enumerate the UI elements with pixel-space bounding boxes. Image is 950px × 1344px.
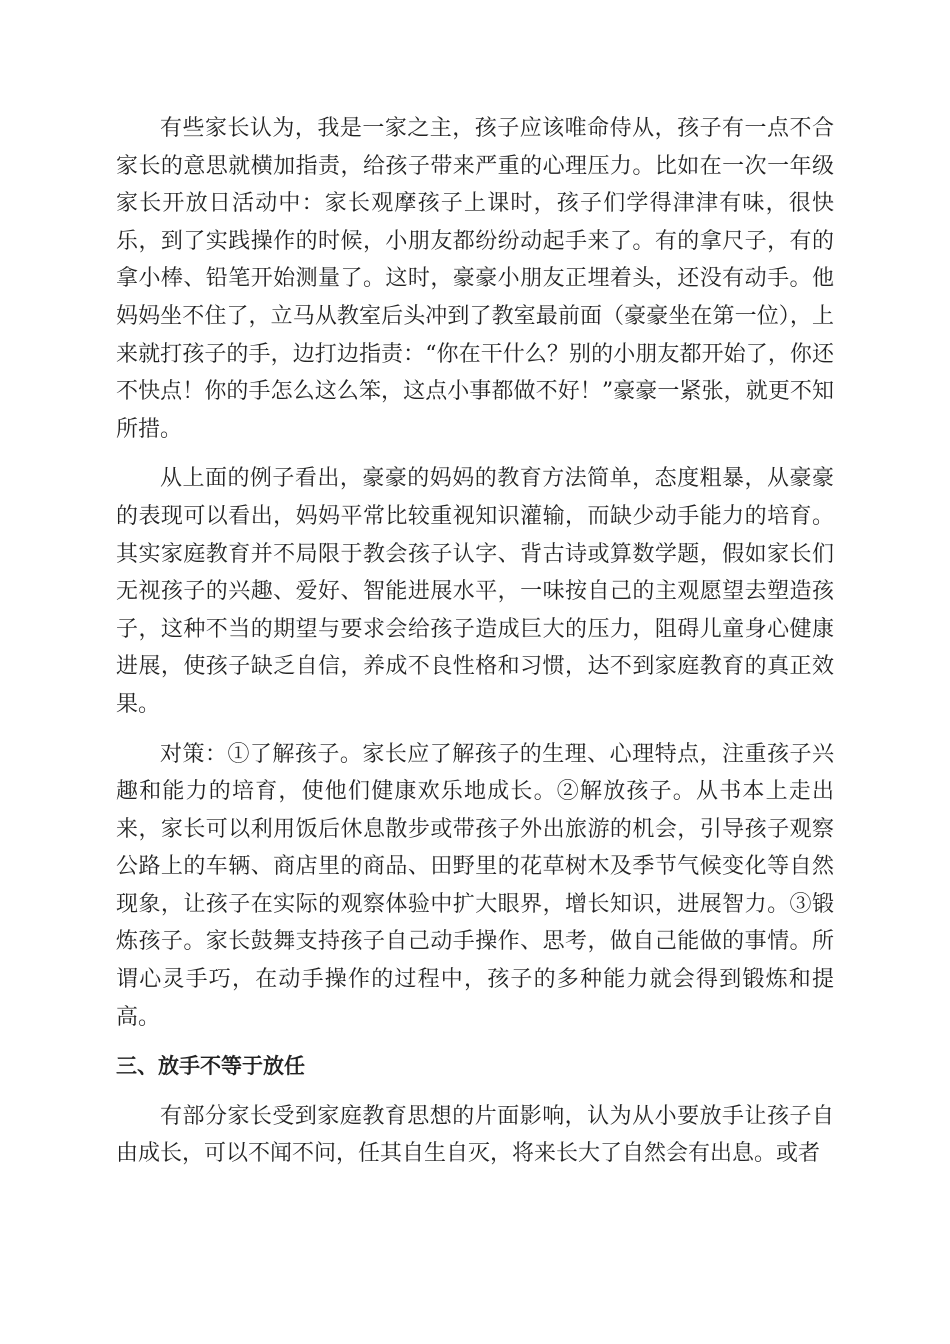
paragraph-analysis: 从上面的例子看出，豪豪的妈妈的教育方法简单，态度粗暴，从豪豪的表现可以看出，妈妈平常比较重视知识灌输，而缺少动手能力的培育。其实家庭教育并不局限于教会孩子认字、背古诗或算数学题，假如家长们无视孩子的兴趣、爱好、智能进展水平，一味按自己的主观愿望去塑造孩子，这种不当的期望与要求会给孩子造成巨大的压力，阻碍儿童身心健康进展，使孩子缺乏自信，养成不良性格和习惯，达不到家庭教育的真正效果。	[116, 466, 834, 717]
paragraph-countermeasures: 对策：①了解孩子。家长应了解孩子的生理、心理特点，注重孩子兴趣和能力的培育，使他们健康欢乐地成长。②解放孩子。从书本上走出来，家长可以利用饭后休息散步或带孩子外出旅游的机会，引导孩子观察公路上的车辆、商店里的商品、田野里的花草树木及季节气候变化等自然现象，让孩子在实际的观察体验中扩大眼界，增长知识，进展智力。③锻炼孩子。家长鼓舞支持孩子自己动手操作、思考，做自己能做的事情。所谓心灵手巧，在动手操作的过程中，孩子的多种能力就会得到锻炼和提高。	[116, 741, 834, 1030]
paragraph-example: 有些家长认为，我是一家之主，孩子应该唯命侍从，孩子有一点不合家长的意思就横加指责，给孩子带来严重的心理压力。比如在一次一年级家长开放日活动中：家长观摩孩子上课时，孩子们学得津津有味，很快乐，到了实践操作的时候，小朋友都纷纷动起手来了。有的拿尺子，有的拿小棒、铅笔开始测量了。这时，豪豪小朋友正埋着头，还没有动手。他妈妈坐不住了，立马从教室后头冲到了教室最前面（豪豪坐在第一位），上来就打孩子的手，边打边指责：“你在干什么？别的小朋友都开始了，你还不快点！你的手怎么这么笨，这点小事都做不好！”豪豪一紧张，就更不知所措。	[116, 116, 834, 442]
paragraph-section-intro: 有部分家长受到家庭教育思想的片面影响，认为从小要放手让孩子自由成长，可以不闻不问，任其自生自灭，将来长大了自然会有出息。或者	[116, 1103, 834, 1167]
section-heading: 三、放手不等于放任	[116, 1054, 305, 1079]
document-body	[116, 110, 834, 1173]
